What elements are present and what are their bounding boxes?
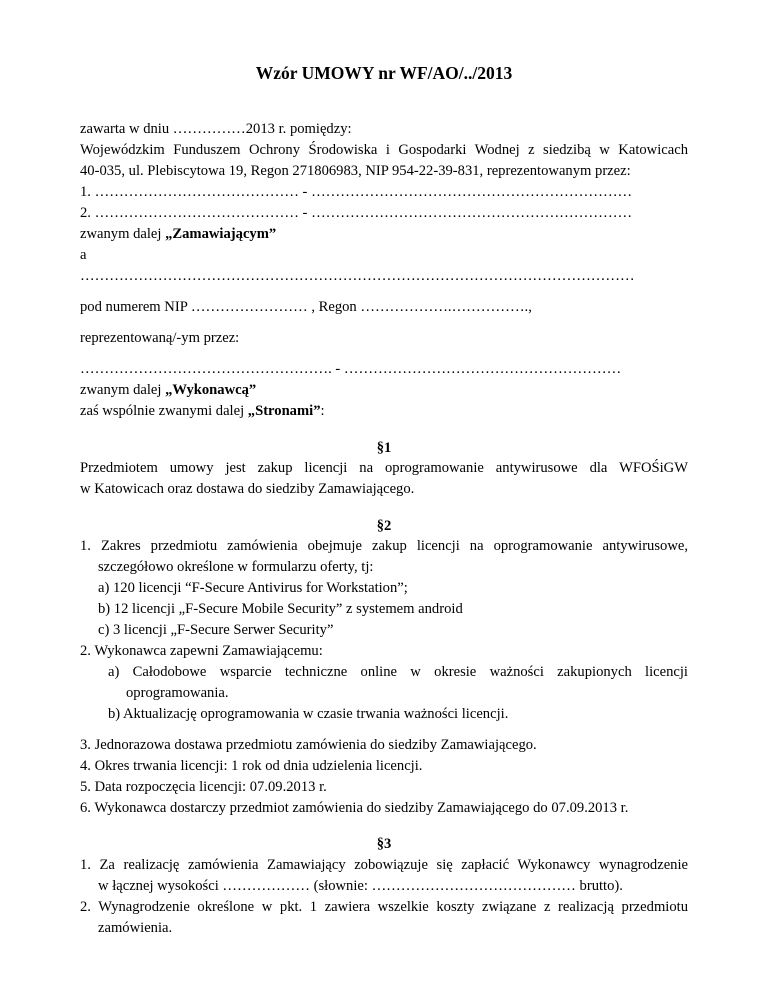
section-2-item-c: c) 3 licencji „F-Secure Serwer Security”: [98, 622, 334, 638]
section-2-point-3: 3. Jednorazowa dostawa przedmiotu zamówienia do siedziby Zamawiającego.: [80, 737, 537, 753]
section-1-line-2: w Katowicach oraz dostawa do siedziby Zamawiającego.: [80, 481, 415, 497]
section-3-heading: §3: [376, 836, 392, 852]
document-title: Wzór UMOWY nr WF/AO/../2013: [255, 63, 513, 83]
section-2-item-b: b) 12 licencji „F-Secure Mobile Security” z systemem android: [98, 601, 463, 617]
intro-address-line: 40-035, ul. Plebiscytowa 19, Regon 271806983, NIP 954-22-39-831, reprezentowanym przez:: [80, 163, 631, 179]
section-2-heading: §2: [376, 518, 392, 534]
represented-by-line: ……………………………………………. - …………………………………………………: [80, 361, 622, 377]
section-3-point-2-line-1: 2. Wynagrodzenie określone w pkt. 1 zawiera wszelkie koszty związane z realizacją przedmiotu: [80, 899, 688, 915]
representative-1: 1. …………………………………… - …………………………………………………………: [80, 184, 633, 200]
strony-prefix: zaś wspólnie zwanymi dalej: [80, 403, 248, 419]
section-1-line-1: Przedmiotem umowy jest zakup licencji na oprogramowanie antywirusowe dla WFOŚiGW: [80, 460, 688, 476]
wykonawca-prefix: zwanym dalej: [80, 382, 166, 398]
section-2-point-6: 6. Wykonawca dostarczy przedmiot zamówienia do siedziby Zamawiającego do 07.09.2013 r.: [80, 800, 629, 816]
representative-2: 2. …………………………………… - …………………………………………………………: [80, 205, 633, 221]
zamawiajacy-line: [80, 226, 276, 243]
wykonawca-name: „Wykonawcą”: [165, 382, 257, 398]
strony-suffix: :: [320, 403, 325, 419]
contractor-dots-line: ……………………………………………………………………………………………………: [80, 268, 635, 284]
conjunction-a: a: [80, 247, 87, 263]
section-2-item-a: a) 120 licencji “F-Secure Antivirus for Workstation”;: [98, 580, 408, 596]
strony-line: [80, 403, 325, 420]
nip-regon-line: pod numerem NIP …………………… , Regon ……………….…………….,: [80, 299, 532, 315]
section-3-point-1-line-2: w łącznej wysokości ……………… (słownie: …………………………………… brutto).: [98, 878, 623, 894]
section-3-point-1-line-1: 1. Za realizację zamówienia Zamawiający zobowiązuje się zapłacić Wykonawcy wynagrodzenie: [80, 857, 688, 873]
section-2-sub-b: b) Aktualizację oprogramowania w czasie trwania ważności licencji.: [108, 706, 509, 722]
zamawiajacy-prefix: zwanym dalej: [80, 226, 166, 242]
represented-by-label: reprezentowaną/-ym przez:: [80, 330, 240, 346]
wykonawca-line: [80, 382, 256, 399]
section-2-point-1-line-2: szczegółowo określone w formularzu oferty, tj:: [98, 559, 374, 575]
strony-name: „Stronami”: [247, 403, 321, 419]
section-1-heading: §1: [376, 440, 392, 456]
section-2-point-1-line-1: 1. Zakres przedmiotu zamówienia obejmuje zakup licencji na oprogramowanie antywirusowe,: [80, 538, 688, 554]
section-2-point-4: 4. Okres trwania licencji: 1 rok od dnia udzielenia licencji.: [80, 758, 423, 774]
section-3-point-2-line-2: zamówienia.: [98, 920, 173, 936]
section-2-point-5: 5. Data rozpoczęcia licencji: 07.09.2013 r.: [80, 779, 327, 795]
section-2-point-2: 2. Wykonawca zapewni Zamawiającemu:: [80, 643, 323, 659]
section-2-sub-a-line-2: oprogramowania.: [126, 685, 229, 701]
intro-date-line: zawarta w dniu ……………2013 r. pomiędzy:: [80, 121, 352, 137]
section-2-sub-a-line-1: a) Całodobowe wsparcie techniczne online w okresie ważności zakupionych licencji: [108, 664, 688, 680]
zamawiajacy-name: „Zamawiającym”: [165, 226, 277, 242]
intro-party-line: Wojewódzkim Funduszem Ochrony Środowiska i Gospodarki Wodnej z siedzibą w Katowicach: [80, 142, 688, 158]
